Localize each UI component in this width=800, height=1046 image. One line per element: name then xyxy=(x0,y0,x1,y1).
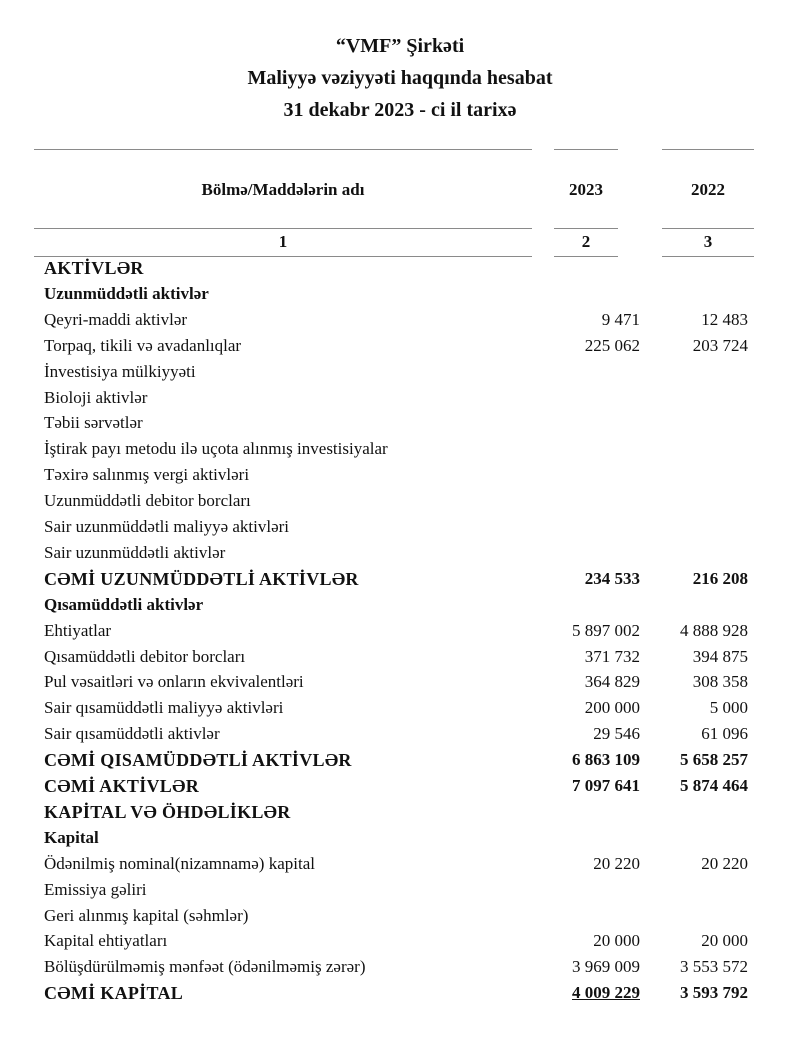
report-header xyxy=(0,30,800,126)
column-header-2023: 2023 xyxy=(569,180,603,199)
table-row xyxy=(44,362,764,388)
divider xyxy=(662,256,754,257)
value-2022: 20 220 xyxy=(701,853,748,873)
subsection-heading-row xyxy=(44,595,764,621)
row-label: CƏMİ UZUNMÜDDƏTLİ AKTİVLƏR xyxy=(44,568,359,589)
column-number-1: 1 xyxy=(278,232,288,251)
value-2023: 29 546 xyxy=(593,724,640,744)
row-label: CƏMİ QISAMÜDDƏTLİ AKTİVLƏR xyxy=(44,750,352,771)
value-2022: 12 483 xyxy=(701,309,748,329)
row-label: Qısamüddətli aktivlər xyxy=(44,594,204,614)
table-row xyxy=(44,854,764,880)
value-2022: 5 874 464 xyxy=(680,776,748,795)
value-2022: 20 000 xyxy=(701,931,748,951)
table-row xyxy=(44,880,764,906)
divider xyxy=(34,149,532,150)
value-2022: 394 875 xyxy=(692,646,748,666)
table-row xyxy=(44,906,764,932)
divider xyxy=(662,149,754,150)
table-row xyxy=(44,491,764,517)
value-2022: 3 553 572 xyxy=(680,957,748,977)
value-2022: 5 000 xyxy=(709,698,748,718)
value-2023: 234 533 xyxy=(584,568,640,588)
row-label: Bölüşdürülməmiş mənfəət (ödənilməmiş zərər) xyxy=(44,957,366,977)
row-label: KAPİTAL VƏ ÖHDƏLİKLƏR xyxy=(44,801,291,822)
value-2023: 5 897 002 xyxy=(572,620,640,640)
row-label: Emissiya gəliri xyxy=(44,879,147,899)
section-heading-row xyxy=(44,802,764,828)
value-2022: 216 208 xyxy=(692,568,748,588)
table-row xyxy=(44,336,764,362)
subsection-heading-row xyxy=(44,284,764,310)
row-label: İştirak payı metodu ilə uçota alınmış investisiyalar xyxy=(44,439,388,459)
value-2022: 308 358 xyxy=(692,672,748,692)
company-name: “VMF” Şirkəti xyxy=(335,35,465,57)
row-label: Torpaq, tikili və avadanlıqlar xyxy=(44,335,242,355)
row-label: Kapital xyxy=(44,827,99,847)
row-label: Kapital ehtiyatları xyxy=(44,931,168,951)
report-title: Maliyyə vəziyyəti haqqında hesabat xyxy=(247,67,553,89)
row-label: Bioloji aktivlər xyxy=(44,387,148,407)
divider xyxy=(554,228,618,229)
table-row xyxy=(44,698,764,724)
row-label: Sair qısamüddətli maliyyə aktivləri xyxy=(44,698,284,718)
total-row xyxy=(44,750,764,776)
table-row xyxy=(44,957,764,983)
table-row xyxy=(44,543,764,569)
row-label: Uzunmüddətli aktivlər xyxy=(44,283,209,303)
value-2023: 364 829 xyxy=(584,672,640,692)
row-label: Qeyri-maddi aktivlər xyxy=(44,309,188,329)
row-label: AKTİVLƏR xyxy=(44,258,144,278)
row-label: Təbii sərvətlər xyxy=(44,413,143,433)
value-2023: 6 863 109 xyxy=(572,750,640,770)
value-2023: 225 062 xyxy=(584,335,640,355)
divider xyxy=(554,256,618,257)
table-row xyxy=(44,672,764,698)
value-2023: 200 000 xyxy=(584,698,640,718)
total-row xyxy=(44,983,764,1009)
value-2023: 4 009 229 xyxy=(572,983,640,1003)
column-number-3: 3 xyxy=(703,232,713,251)
table-row xyxy=(44,465,764,491)
row-label: Sair uzunmüddətli aktivlər xyxy=(44,542,226,562)
table-row xyxy=(44,621,764,647)
value-2023: 9 471 xyxy=(601,309,640,329)
row-label: Uzunmüddətli debitor borcları xyxy=(44,491,251,511)
divider xyxy=(554,149,618,150)
column-header-name: Bölmə/Maddələrin adı xyxy=(201,180,365,199)
row-label: Ödənilmiş nominal(nizamnamə) kapital xyxy=(44,853,315,873)
value-2023: 20 000 xyxy=(593,931,640,951)
report-date: 31 dekabr 2023 - ci il tarixə xyxy=(283,99,517,121)
row-label: CƏMİ AKTİVLƏR xyxy=(44,776,200,796)
table-row xyxy=(44,517,764,543)
value-2023: 20 220 xyxy=(593,853,640,873)
table-row xyxy=(44,439,764,465)
divider xyxy=(34,256,532,257)
value-2022: 4 888 928 xyxy=(680,620,748,640)
row-label: İnvestisiya mülkiyyəti xyxy=(44,361,196,381)
subsection-heading-row xyxy=(44,828,764,854)
row-label: Qısamüddətli debitor borcları xyxy=(44,646,246,666)
value-2022: 5 658 257 xyxy=(680,750,748,770)
row-label: Təxirə salınmış vergi aktivləri xyxy=(44,465,250,485)
value-2023: 7 097 641 xyxy=(572,776,640,795)
table-row xyxy=(44,724,764,750)
divider xyxy=(662,228,754,229)
row-label: Geri alınmış kapital (səhmlər) xyxy=(44,905,249,925)
row-label: Sair uzunmüddətli maliyyə aktivləri xyxy=(44,517,290,536)
row-label: Ehtiyatlar xyxy=(44,620,112,640)
row-label: Sair qısamüddətli aktivlər xyxy=(44,724,220,744)
value-2023: 3 969 009 xyxy=(572,957,640,977)
section-heading-row xyxy=(44,258,764,284)
divider xyxy=(34,228,532,229)
table-row xyxy=(44,388,764,414)
total-row xyxy=(44,569,764,595)
table-row xyxy=(44,931,764,957)
column-header-2022: 2022 xyxy=(691,180,725,199)
value-2022: 203 724 xyxy=(692,335,748,355)
table-row xyxy=(44,310,764,336)
table-row xyxy=(44,413,764,439)
total-row xyxy=(44,776,764,802)
row-label: CƏMİ KAPİTAL xyxy=(44,983,184,1004)
value-2023: 371 732 xyxy=(584,646,640,666)
table-row xyxy=(44,647,764,673)
value-2022: 3 593 792 xyxy=(680,983,748,1003)
row-label: Pul vəsaitləri və onların ekvivalentləri xyxy=(44,672,304,692)
column-number-2: 2 xyxy=(581,232,591,251)
value-2022: 61 096 xyxy=(701,724,748,744)
